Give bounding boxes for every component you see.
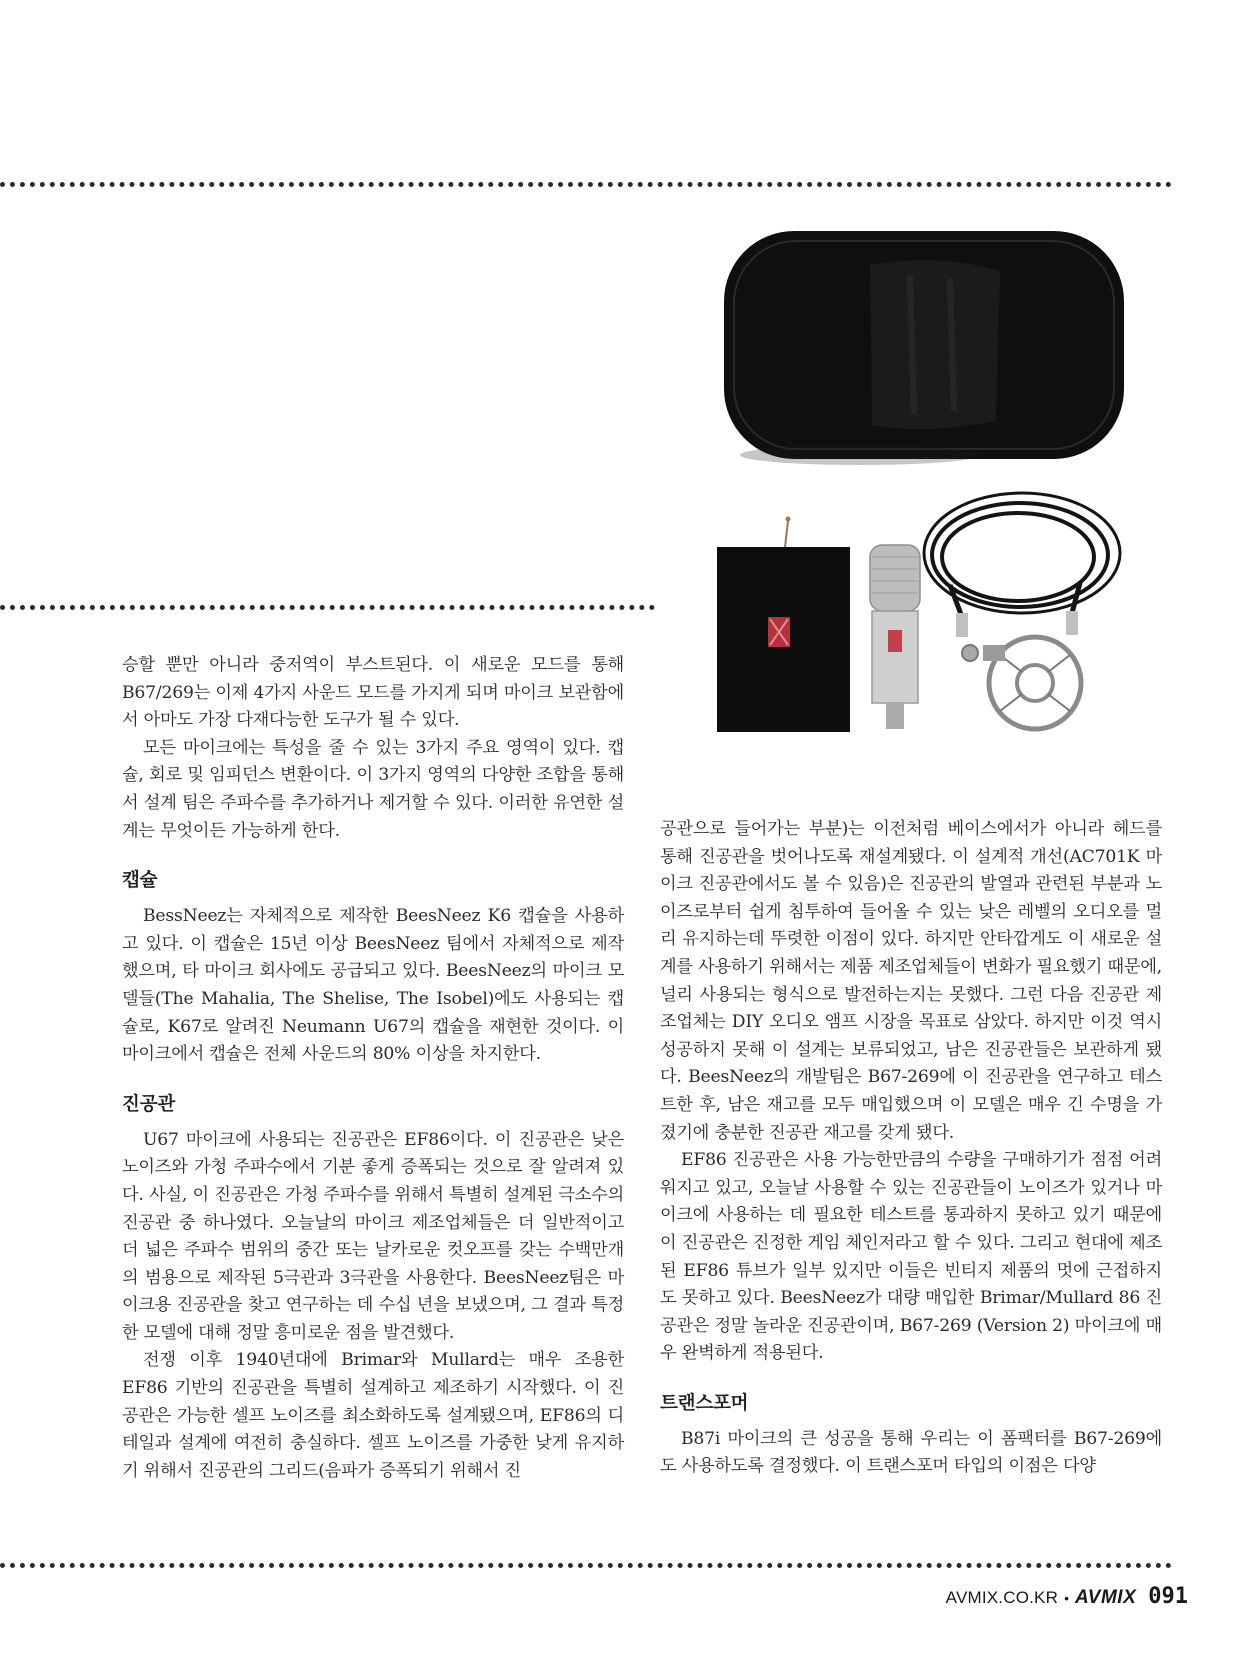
paragraph: 전쟁 이후 1940년대에 Brimar와 Mullard는 매우 조용한 EF86 기반의 진공관을 특별히 설계하고 제조하기 시작했다. 이 진공관은 가능한 셀프 노이즈를 최소화하도록 설계됐으며, EF86의 디테일과 설계에 여전히 충실하다. 셀프 노이즈를 가중한 낮게 유지하기 위해서 진공관의 그리드(음파가 증폭되기 위해서 진: [122, 1350, 624, 1481]
cable: [924, 493, 1120, 637]
pouch-logo: [768, 617, 790, 647]
left-text-column: [122, 652, 624, 1485]
section-heading-transformer: 트랜스포머: [660, 1392, 749, 1414]
paragraph: B87i 마이크의 큰 성공을 통해 우리는 이 폼팩터를 B67-269에도 사용하도록 결정했다. 이 트랜스포머 타입의 이점은 다양: [660, 1428, 1162, 1477]
shock-mount: [962, 637, 1081, 729]
paragraph: 공관으로 들어가는 부분)는 이전처럼 베이스에서가 아니라 헤드를 통해 진공관을 벗어나도록 재설계됐다. 이 설계적 개선(AC701K 마이크 진공관에서도 볼 수 있음)은 진공관의 발열과 관련된 부분과 노이즈로부터 쉽게 침투하여 들어올 수 있는 낮은 레벨의 오디오를 멀리 유지하는데 뚜렷한 이점이 있다. 하지만 안타깝게도 이 새로운 설계를 사용하기 위해서는 제품 제조업체들이 변화가 필요했기 때문에, 널리 사용되는 형식으로 발전하는지는 못했다. 그런 다음 진공관 제조업체는 DIY 오디오 앰프 시장을 목표로 삼았다. 하지만 이것 역시 성공하지 못해 이 설계는 보류되었고, 남은 진공관들은 보관하게 됐다. BeesNeez의 개발팀은 B67-269에 이 진공관을 연구하고 테스트한 후, 남은 재고를 모두 매입했으며 이 모델은 매우 긴 수명을 가졌기에 충분한 진공관 재고를 갖게 됐다.: [660, 819, 1162, 1143]
paragraph: U67 마이크에 사용되는 진공관은 EF86이다. 이 진공관은 낮은 노이즈와 가청 주파수에서 기분 좋게 증폭되는 것으로 잘 알려져 있다. 사실, 이 진공관은 가청 주파수를 위해서 특별히 설계된 극소수의 진공관 중 하나였다. 오늘날의 마이크 제조업체들은 더 일반적이고 더 넓은 주파수 범위의 중간 또는 날카로운 컷오프를 갖는 수백만개의 범용으로 제작된 5극관과 3극관을 사용한다. BeesNeez팀은 마이크용 진공관을 찾고 연구하는 데 수십 년을 보냈으며, 그 결과 특정한 모델에 대해 정말 흥미로운 점을 발견했다.: [122, 1129, 624, 1343]
pouch: [717, 517, 850, 733]
mid-divider: [0, 605, 655, 610]
paragraph: 모든 마이크에는 특성을 줄 수 있는 3가지 주요 영역이 있다. 캡슐, 회로 및 임피던스 변환이다. 이 3가지 영역의 다양한 조합을 통해서 설계 팀은 주파수를 추가하거나 제거할 수 있다. 이러한 유연한 설계는 무엇이든 가능하게 한다.: [122, 737, 624, 841]
brand-logo: AVMIX: [1074, 1587, 1137, 1608]
section-heading-capsule: 캡슐: [122, 870, 158, 892]
section-heading-tube: 진공관: [122, 1093, 176, 1115]
paragraph: 승할 뿐만 아니라 중저역이 부스트된다. 이 새로운 모드를 통해 B67/269는 이제 4가지 사운드 모드를 가지게 되며 마이크 보관함에서 아마도 가장 다재다능한 도구가 될 수 있다.: [122, 655, 624, 731]
footer-bullet: •: [1064, 1590, 1069, 1606]
site-url: AVMIX.CO.KR: [945, 1588, 1059, 1607]
product-photo: [700, 225, 1140, 765]
carrying-case: [724, 231, 1124, 465]
paragraph: EF86 진공관은 사용 가능한만큼의 수량을 구매하기가 점점 어려워지고 있고, 오늘날 사용할 수 있는 진공관들이 노이즈가 있거나 마이크에 사용하는 데 필요한 테스트를 통과하지 못하고 있기 때문에 이 진공관은 진정한 게임 체인저라고 할 수 있다. 그리고 현대에 제조된 EF86 튜브가 일부 있지만 이들은 빈티지 제품의 멋에 근접하지도 못하고 있다. BeesNeez가 대량 매입한 Brimar/Mullard 86 진공관은 정말 놀라운 진공관이며, B67-269 (Version 2) 마이크에 매우 완벽하게 적용된다.: [660, 1150, 1162, 1364]
microphone: [870, 545, 920, 729]
paragraph: BessNeez는 자체적으로 제작한 BeesNeez K6 캡슐을 사용하고 있다. 이 캡슐은 15년 이상 BeesNeez 팀에서 자체적으로 제작했으며, 타 마이크 회사에도 공급되고 있다. BeesNeez의 마이크 모델들(The Mahalia, The Shelise, The Isobel)에도 사용되는 캡슐로, K67로 알려진 Neumann U67의 캡슐을 재현한 것이다. 이 마이크에서 캡슐은 전체 사운드의 80% 이상을 차지한다.: [122, 906, 624, 1065]
bottom-divider: [0, 1563, 1172, 1568]
right-text-column: [660, 816, 1162, 1481]
top-divider: [0, 182, 1172, 187]
page-footer: [946, 1584, 1188, 1610]
page-number: 091: [1148, 1584, 1188, 1609]
